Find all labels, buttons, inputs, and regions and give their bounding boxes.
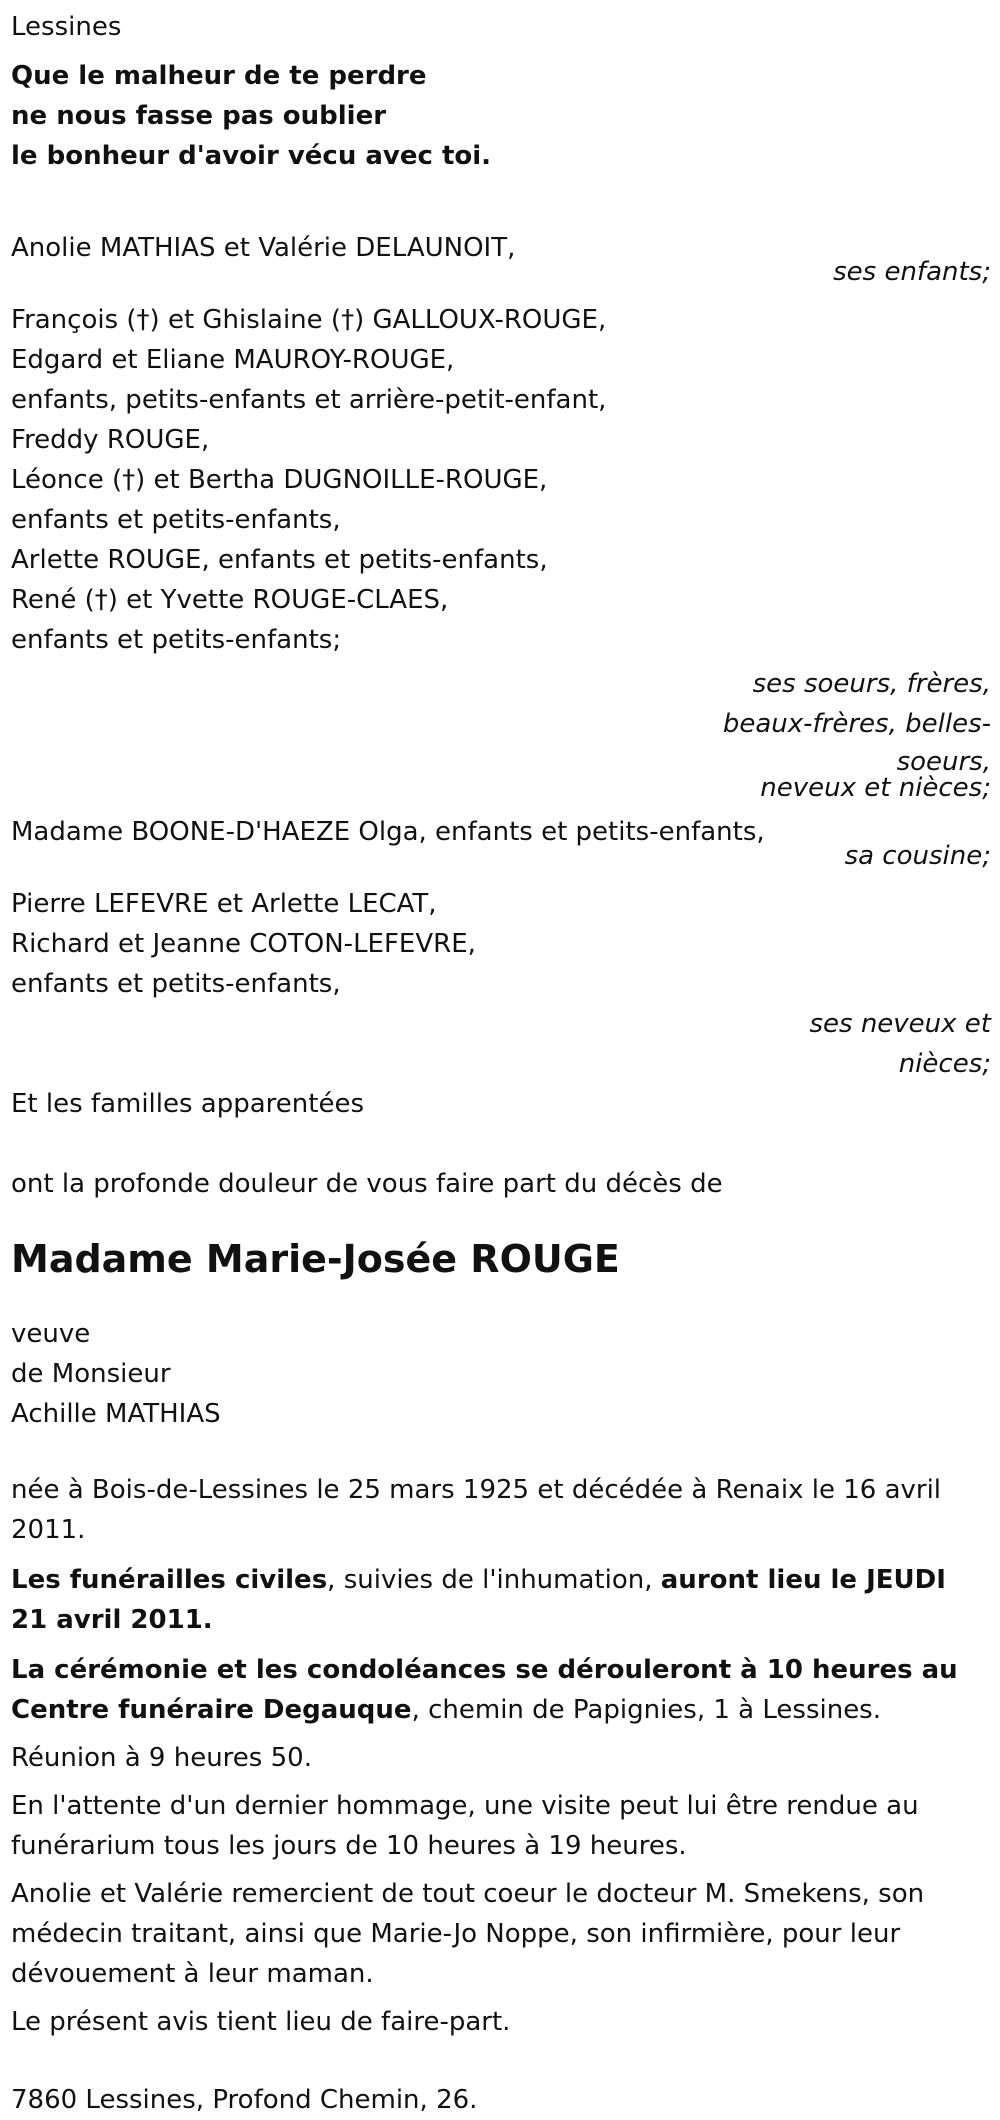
spacer <box>11 1434 991 1470</box>
siblings-line-8: René (†) et Yvette ROUGE-CLAES, <box>11 585 449 615</box>
birth-death-text: née à Bois-de-Lessines le 25 mars 1925 et décédée à Renaix le 16 avril 2011. <box>11 1475 942 1545</box>
siblings-line-4: Freddy ROUGE, <box>11 425 210 455</box>
siblings-role-4: neveux et nièces; <box>760 773 991 803</box>
siblings-role-2: beaux-frères, belles- <box>722 709 991 739</box>
announcement-text: ont la profonde douleur de vous faire part du décès de <box>11 1169 723 1199</box>
funeral-bold-1: Les funérailles civiles <box>11 1565 328 1595</box>
children-role: ses enfants; <box>833 257 991 287</box>
spacer <box>11 876 991 884</box>
poem-line-2: ne nous fasse pas oublier <box>11 101 387 131</box>
spacer <box>11 176 991 228</box>
obituary-notice <box>11 7 991 2120</box>
spacer <box>11 292 991 300</box>
visit-text: En l'attente d'un dernier hommage, une visite peut lui être rendue au funérarium tous les jours de 10 heures à 19 heures. <box>11 1791 919 1861</box>
widow-line-2: de Monsieur <box>11 1359 171 1389</box>
cousin-role: sa cousine; <box>844 841 991 871</box>
meeting-text: Réunion à 9 heures 50. <box>11 1743 312 1773</box>
spacer <box>11 2042 991 2080</box>
widow-line-3: Achille MATHIAS <box>11 1399 221 1429</box>
ceremony-bold: La cérémonie et les condoléances se dérouleront à 10 heures au Centre funéraire Degauque <box>11 1655 958 1725</box>
funeral-text <box>11 1560 991 1640</box>
widow-line-1: veuve <box>11 1319 91 1349</box>
nephews-role-1: ses neveux et <box>809 1009 991 1039</box>
funeral-bold-2: auront lieu le JEUDI 21 avril 2011. <box>11 1565 946 1635</box>
thanks-text: Anolie et Valérie remercient de tout coeur le docteur M. Smekens, son médecin traitant, ainsi que Marie-Jo Noppe, son infirmière, pour leur dévouement à leur maman. <box>11 1879 925 1989</box>
nephews-line-2: Richard et Jeanne COTON-LEFEVRE, <box>11 929 476 959</box>
siblings-role-3: soeurs, <box>896 747 991 777</box>
nephews-line-1: Pierre LEFEVRE et Arlette LECAT, <box>11 889 437 919</box>
notice-text: Le présent avis tient lieu de faire-part. <box>11 2007 511 2037</box>
siblings-line-6: enfants et petits-enfants, <box>11 505 341 535</box>
location-text: Lessines <box>11 12 122 42</box>
siblings-line-9: enfants et petits-enfants; <box>11 625 342 655</box>
poem-line-3: le bonheur d'avoir vécu avec toi. <box>11 141 492 171</box>
funeral-plain: , suivies de l'inhumation, <box>327 1565 661 1595</box>
siblings-line-2: Edgard et Eliane MAUROY-ROUGE, <box>11 345 455 375</box>
ceremony-plain: , chemin de Papignies, 1 à Lessines. <box>411 1695 881 1725</box>
spacer <box>11 1124 991 1164</box>
siblings-line-1: François (†) et Ghislaine (†) GALLOUX-ROUGE, <box>11 305 607 335</box>
siblings-role-1: ses soeurs, frères, <box>752 669 991 699</box>
nephews-line-3: enfants et petits-enfants, <box>11 969 341 999</box>
nephews-role-2: nièces; <box>898 1049 991 1079</box>
spacer <box>11 1284 991 1314</box>
related-families: Et les familles apparentées <box>11 1089 365 1119</box>
siblings-line-7: Arlette ROUGE, enfants et petits-enfants, <box>11 545 548 575</box>
cousin-names: Madame BOONE-D'HAEZE Olga, enfants et petits-enfants, <box>11 817 765 847</box>
address-text: 7860 Lessines, Profond Chemin, 26. <box>11 2085 478 2115</box>
children-names: Anolie MATHIAS et Valérie DELAUNOIT, <box>11 233 516 263</box>
deceased-name: Madame Marie-Josée ROUGE <box>11 1237 620 1281</box>
poem-line-1: Que le malheur de te perdre <box>11 61 427 91</box>
spacer <box>11 1204 991 1234</box>
ceremony-text <box>11 1650 991 1730</box>
siblings-line-5: Léonce (†) et Bertha DUGNOILLE-ROUGE, <box>11 465 548 495</box>
siblings-line-3: enfants, petits-enfants et arrière-petit-enfant, <box>11 385 607 415</box>
